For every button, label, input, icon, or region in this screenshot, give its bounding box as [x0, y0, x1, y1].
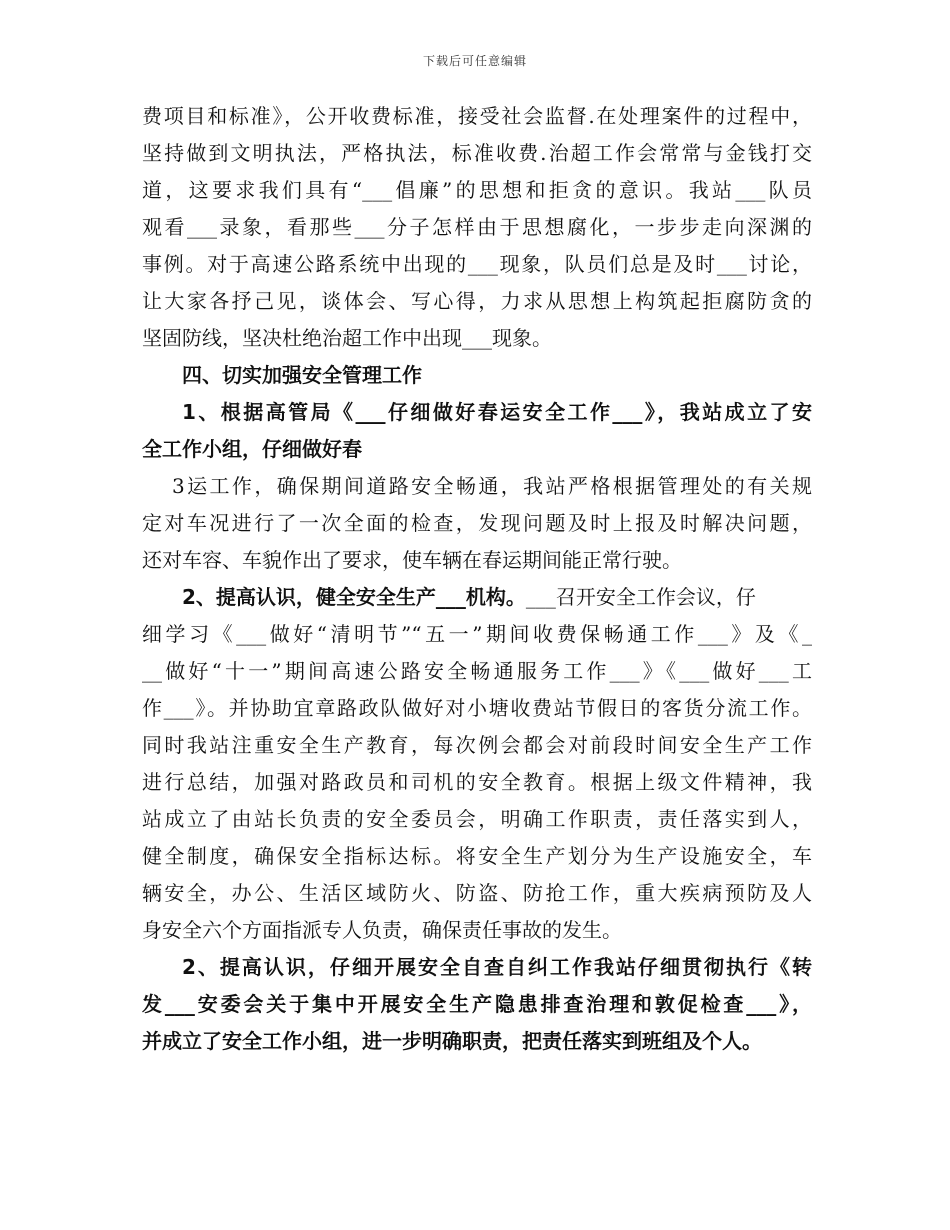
- paragraph-1: [142, 98, 812, 357]
- text-line: 并成立了安全工作小组，进一步明确职责，把责任落实到班组及个人。: [142, 1029, 762, 1053]
- text-line: 坚持做到文明执法，严格执法，标准收费.治超工作会常常与金钱打交: [142, 141, 812, 165]
- text-line: 健全制度，确保安全指标达标。将安全生产划分为生产设施安全，车: [142, 844, 812, 868]
- text-line: 身安全六个方面指派专人负责，确保责任事故的发生。: [142, 918, 622, 942]
- text-line: 发___安委会关于集中开展安全生产隐患排查治理和敦促检查___》，: [142, 992, 812, 1016]
- text-tail: ___召开安全工作会议，仔: [525, 585, 756, 609]
- text-line: 站成立了由站长负责的安全委员会，明确工作职责，责任落实到人，: [142, 807, 812, 831]
- text-line: 坚固防线，坚决杜绝治超工作中出现___现象。: [142, 326, 552, 350]
- text-line: 全工作小组，仔细做好春: [142, 437, 362, 461]
- text-line: __做好“十一”期间高速公路安全畅通服务工作___》《___做好___工: [142, 659, 812, 683]
- text-line: 同时我站注重安全生产教育，每次例会都会对前段时间安全生产工作: [142, 733, 812, 757]
- document-body: [142, 98, 812, 1060]
- text-line: 费项目和标准》，公开收费标准，接受社会监督.在处理案件的过程中，: [142, 104, 812, 128]
- text-line: 进行总结，加强对路政员和司机的安全教育。根据上级文件精神，我: [142, 770, 812, 794]
- text-line: 细学习《___做好“清明节”“五一”期间收费保畅通工作___》及《_: [142, 622, 812, 646]
- text-line: 事例。对于高速公路系统中出现的___现象，队员们总是及时___讨论，: [142, 252, 812, 276]
- paragraph-4: [142, 579, 812, 949]
- text-line: 还对车容、车貌作出了要求，使车辆在春运期间能正常行驶。: [142, 548, 682, 572]
- bold-lead: 2、提高认识，健全安全生产___机构。: [182, 585, 526, 609]
- paragraph-3: [142, 468, 812, 579]
- paragraph-5: [142, 949, 812, 1060]
- text-line: 让大家各抒己见，谈体会、写心得，力求从思想上构筑起拒腐防贪的: [142, 289, 812, 313]
- text-line: 作___》。并协助宜章路政队做好对小塘收费站节假日的客货分流工作。: [142, 696, 812, 720]
- text-line: 3运工作，确保期间道路安全畅通，我站严格根据管理处的有关规: [172, 474, 812, 498]
- section-heading: 四、切实加强安全管理工作: [182, 363, 422, 387]
- text-line: 定对车况进行了一次全面的检查，发现问题及时上报及时解决问题，: [142, 511, 812, 535]
- page-header: 下载后可任意编辑: [422, 54, 527, 68]
- paragraph-2: [142, 394, 812, 468]
- text-line: [142, 579, 812, 616]
- text-line: 2、提高认识，仔细开展安全自查自纠工作我站仔细贯彻执行《转: [182, 955, 812, 979]
- text-line: 1、根据高管局《___仔细做好春运安全工作___》，我站成立了安: [182, 400, 812, 424]
- text-line: 辆安全，办公、生活区域防火、防盗、防抢工作，重大疾病预防及人: [142, 881, 812, 905]
- text-line: 道，这要求我们具有“___倡廉”的思想和拒贪的意识。我站___队员: [142, 178, 812, 202]
- text-line: 观看___录象，看那些___分子怎样由于思想腐化，一步步走向深渊的: [142, 215, 812, 239]
